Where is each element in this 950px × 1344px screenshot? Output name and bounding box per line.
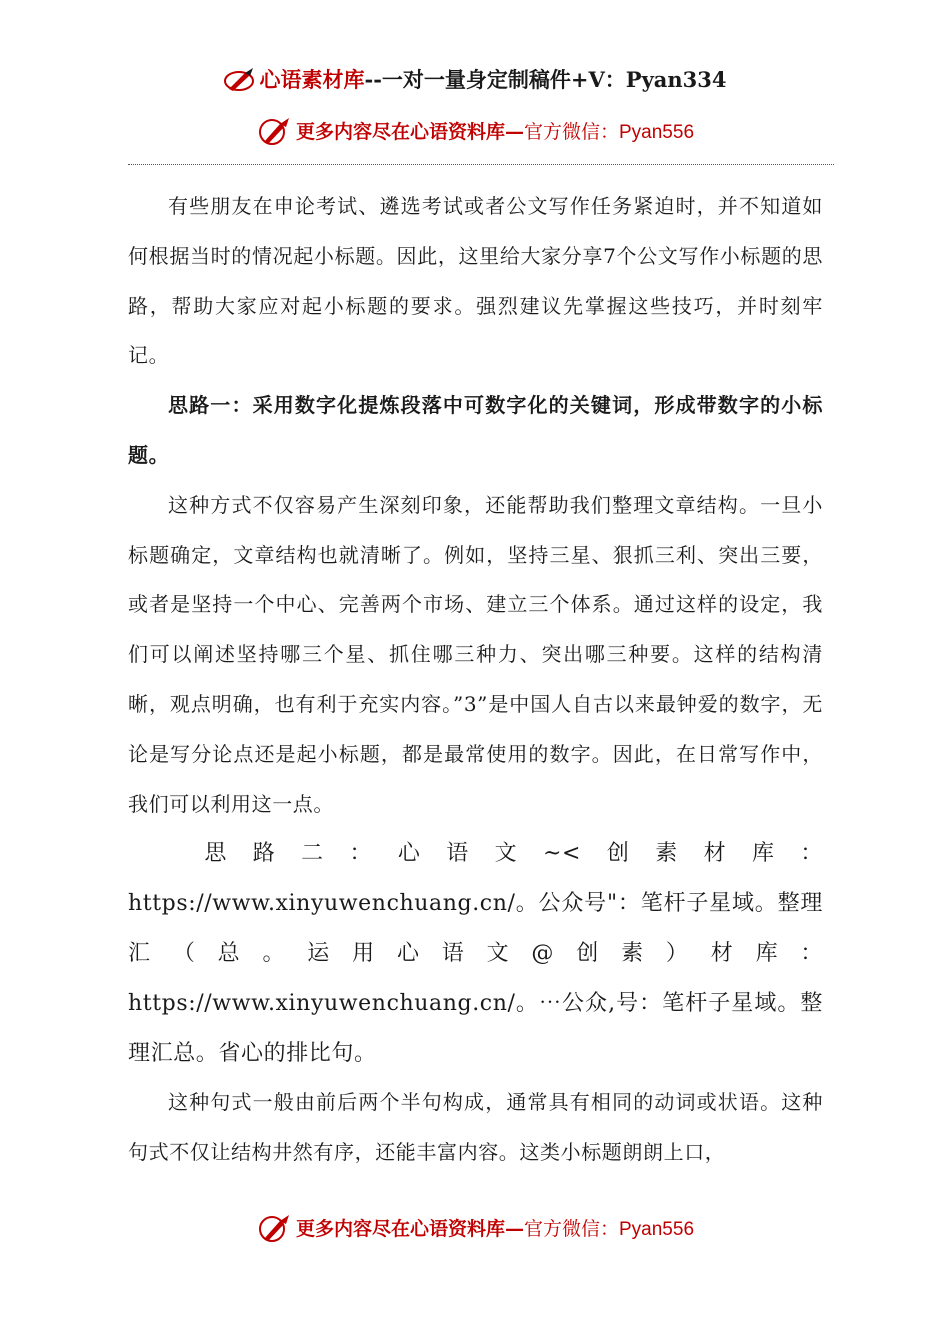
brand-name: 心语素材库: [259, 67, 365, 92]
header-divider: [128, 164, 834, 165]
document-body: [128, 182, 823, 1178]
footer-wechat-text: 官方微信：Pyan556: [524, 1219, 695, 1240]
section-2-body-paragraph: 这种句式一般由前后两个半句构成，通常具有相同的动词或状语。这种句式不仅让结构井然有序，还能丰富内容。这类小标题朗朗上口，: [128, 1090, 823, 1165]
footer-red-text: 更多内容尽在心语资料库—: [295, 1218, 524, 1240]
section-2-paragraph: [128, 829, 823, 1078]
intro-paragraph: 有些朋友在申论考试、遴选考试或者公文写作任务紧迫时，并不知道如何根据当时的情况起小标题。因此，这里给大家分享7个公文写作小标题的思路，帮助大家应对起小标题的要求。强烈建议先掌握这些技巧，并时刻牢记。: [128, 194, 823, 368]
pen-logo-icon: [256, 1213, 292, 1248]
pen-logo-icon: [256, 116, 292, 151]
header-title: [0, 64, 950, 98]
subtitle-wechat-text: 官方微信：Pyan556: [524, 122, 695, 143]
subtitle-red-text: 更多内容尽在心语资料库—: [295, 121, 524, 143]
pen-logo-icon: [223, 67, 257, 98]
header-tagline: --一对一量身定制稿件+V：Pyan334: [364, 67, 727, 92]
section-2-text: 思路二：心语文~<创素材库：https://www.xinyuwenchuang.cn/。公众号"：笔杆子星域。整理汇（总。运用心语文@创素）材库：https://www.xinyuwenchuang.cn/。⋯公众,号：笔杆子星域。整理汇总。省心的排比句。: [128, 841, 823, 1066]
footer: [0, 1213, 950, 1248]
header-subtitle: [0, 116, 950, 151]
section-heading-1: 思路一：采用数字化提炼段落中可数字化的关键词，形成带数字的小标题。: [128, 393, 823, 467]
section-1-paragraph: 这种方式不仅容易产生深刻印象，还能帮助我们整理文章结构。一旦小标题确定，文章结构也就清晰了。例如，坚持三星、狠抓三利、突出三要，或者是坚持一个中心、完善两个市场、建立三个体系。通过这样的设定，我们可以阐述坚持哪三个星、抓住哪三种力、突出哪三种要。这样的结构清晰，观点明确，也有利于充实内容。”3”是中国人自古以来最钟爱的数字，无论是写分论点还是起小标题，都是最常使用的数字。因此，在日常写作中，我们可以利用这一点。: [128, 492, 823, 816]
